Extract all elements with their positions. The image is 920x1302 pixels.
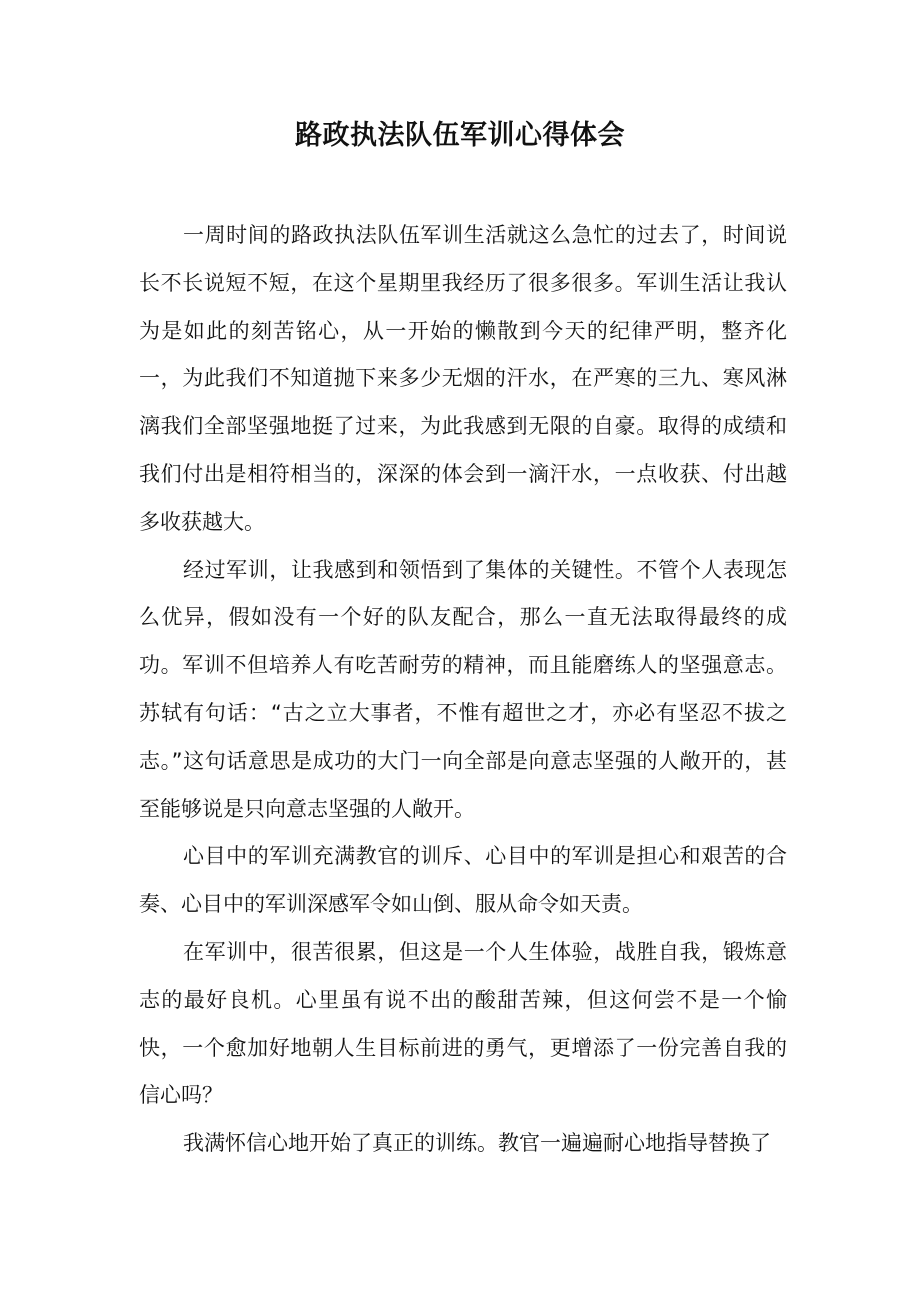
document-body [139,212,787,1168]
page-title: 路政执法队伍军训心得体会 [295,120,625,151]
paragraph-4: 在军训中，很苦很累，但这是一个人生体验，战胜自我，锻炼意志的最好良机。心里虽有说不出的酸甜苦辣，但这何尝不是一个愉快，一个愈加好地朝人生目标前进的勇气，更增添了一份完善自我的信心吗？ [139,939,787,1108]
paragraph-1: 一周时间的路政执法队伍军训生活就这么急忙的过去了，时间说长不长说短不短，在这个星期里我经历了很多很多。军训生活让我认为是如此的刻苦铭心，从一开始的懒散到今天的纪律严明，整齐化一，为此我们不知道抛下来多少无烟的汗水，在严寒的三九、寒风淋漓我们全部坚强地挺了过来，为此我感到无限的自豪。取得的成绩和我们付出是相符相当的，深深的体会到一滴汗水，一点收获、付出越多收获越大。 [139,223,787,534]
paragraph-2: 经过军训，让我感到和领悟到了集体的关键性。不管个人表现怎么优异，假如没有一个好的队友配合，那么一直无法取得最终的成功。军训不但培养人有吃苦耐劳的精神，而且能磨练人的坚强意志。苏轼有句话：“古之立大事者，不惟有超世之才，亦必有坚忍不拔之志。”这句话意思是成功的大门一向全部是向意志坚强的人敞开的，甚至能够说是只向意志坚强的人敞开。 [139,557,787,821]
paragraph-5: 我满怀信心地开始了真正的训练。教官一遍遍耐心地指导替换了 [183,1131,771,1156]
paragraph-3: 心目中的军训充满教官的训斥、心目中的军训是担心和艰苦的合奏、心目中的军训深感军令如山倒、服从命令如天责。 [139,844,787,917]
